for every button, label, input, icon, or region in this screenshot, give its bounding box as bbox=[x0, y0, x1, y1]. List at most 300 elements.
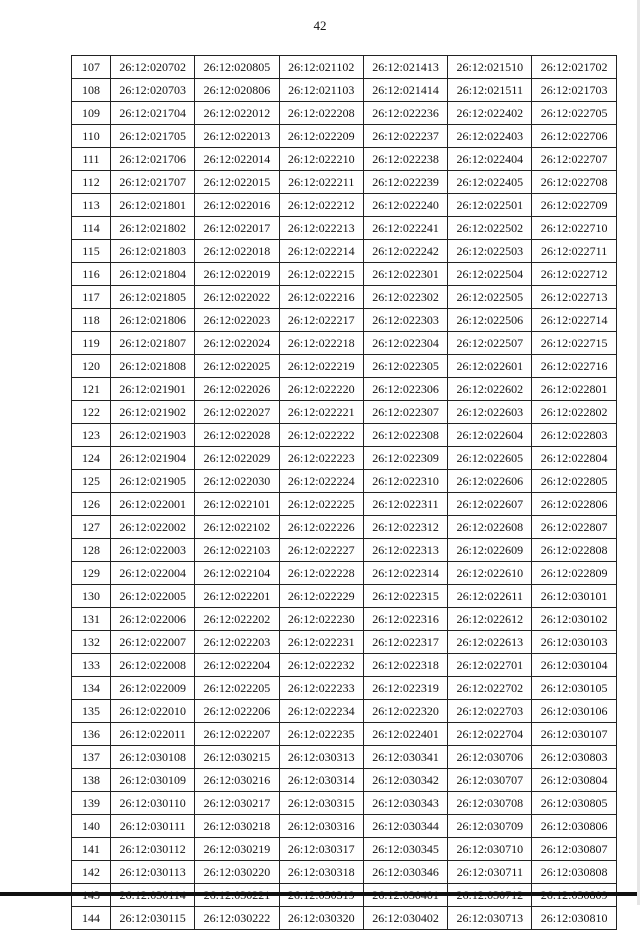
cadastral-code-cell: 26:12:021904 bbox=[111, 447, 195, 470]
cadastral-code-cell: 26:12:022030 bbox=[195, 470, 279, 493]
cadastral-code-cell: 26:12:030808 bbox=[532, 861, 616, 884]
row-number-cell: 134 bbox=[72, 677, 111, 700]
cadastral-code-cell: 26:12:021703 bbox=[532, 79, 616, 102]
cadastral-code-cell: 26:12:022013 bbox=[195, 125, 279, 148]
row-number-cell: 115 bbox=[72, 240, 111, 263]
cadastral-code-cell: 26:12:022314 bbox=[363, 562, 447, 585]
cadastral-code-cell: 26:12:022002 bbox=[111, 516, 195, 539]
cadastral-code-cell: 26:12:022203 bbox=[195, 631, 279, 654]
cadastral-code-cell: 26:12:030107 bbox=[532, 723, 616, 746]
cadastral-code-cell: 26:12:022714 bbox=[532, 309, 616, 332]
cadastral-code-cell: 26:12:022213 bbox=[279, 217, 363, 240]
row-number-cell: 132 bbox=[72, 631, 111, 654]
cadastral-code-cell: 26:12:022307 bbox=[363, 401, 447, 424]
row-number-cell: 119 bbox=[72, 332, 111, 355]
cadastral-code-cell: 26:12:021802 bbox=[111, 217, 195, 240]
cadastral-code-cell: 26:12:030341 bbox=[363, 746, 447, 769]
cadastral-code-cell: 26:12:022320 bbox=[363, 700, 447, 723]
cadastral-code-cell: 26:12:030110 bbox=[111, 792, 195, 815]
table-row bbox=[72, 79, 617, 102]
cadastral-code-cell: 26:12:022026 bbox=[195, 378, 279, 401]
cadastral-code-cell: 26:12:022016 bbox=[195, 194, 279, 217]
cadastral-code-cell: 26:12:030105 bbox=[532, 677, 616, 700]
cadastral-code-cell: 26:12:022607 bbox=[448, 493, 532, 516]
row-number-cell: 130 bbox=[72, 585, 111, 608]
cadastral-code-cell: 26:12:022028 bbox=[195, 424, 279, 447]
cadastral-code-cell: 26:12:022238 bbox=[363, 148, 447, 171]
cadastral-code-cell: 26:12:022209 bbox=[279, 125, 363, 148]
cadastral-code-cell: 26:12:022601 bbox=[448, 355, 532, 378]
cadastral-code-cell: 26:12:022707 bbox=[532, 148, 616, 171]
cadastral-code-cell: 26:12:022221 bbox=[279, 401, 363, 424]
cadastral-code-cell: 26:12:022310 bbox=[363, 470, 447, 493]
cadastral-code-cell: 26:12:030106 bbox=[532, 700, 616, 723]
cadastral-code-cell: 26:12:030342 bbox=[363, 769, 447, 792]
cadastral-code-cell: 26:12:022308 bbox=[363, 424, 447, 447]
row-number-cell: 140 bbox=[72, 815, 111, 838]
cadastral-code-cell: 26:12:022317 bbox=[363, 631, 447, 654]
cadastral-code-cell: 26:12:022007 bbox=[111, 631, 195, 654]
row-number-cell: 108 bbox=[72, 79, 111, 102]
cadastral-code-cell: 26:12:022216 bbox=[279, 286, 363, 309]
cadastral-code-cell: 26:12:022018 bbox=[195, 240, 279, 263]
cadastral-code-cell: 26:12:022612 bbox=[448, 608, 532, 631]
cadastral-code-cell: 26:12:020805 bbox=[195, 56, 279, 79]
cadastral-code-cell: 26:12:022602 bbox=[448, 378, 532, 401]
cadastral-code-cell: 26:12:022606 bbox=[448, 470, 532, 493]
cadastral-code-cell: 26:12:022008 bbox=[111, 654, 195, 677]
table-row bbox=[72, 516, 617, 539]
cadastral-code-cell: 26:12:022201 bbox=[195, 585, 279, 608]
cadastral-code-cell: 26:12:030222 bbox=[195, 907, 279, 930]
cadastral-code-cell: 26:12:022605 bbox=[448, 447, 532, 470]
cadastral-code-cell: 26:12:022711 bbox=[532, 240, 616, 263]
row-number-cell: 136 bbox=[72, 723, 111, 746]
cadastral-code-cell: 26:12:022501 bbox=[448, 194, 532, 217]
row-number-cell: 127 bbox=[72, 516, 111, 539]
cadastral-code-cell: 26:12:022219 bbox=[279, 355, 363, 378]
table-row bbox=[72, 769, 617, 792]
cadastral-code-cell: 26:12:030220 bbox=[195, 861, 279, 884]
cadastral-code-cell: 26:12:022503 bbox=[448, 240, 532, 263]
cadastral-code-cell: 26:12:022716 bbox=[532, 355, 616, 378]
bottom-border-bar bbox=[0, 892, 640, 896]
cadastral-code-cell: 26:12:022022 bbox=[195, 286, 279, 309]
row-number-cell: 116 bbox=[72, 263, 111, 286]
cadastral-code-cell: 26:12:030344 bbox=[363, 815, 447, 838]
cadastral-code-cell: 26:12:030108 bbox=[111, 746, 195, 769]
row-number-cell: 112 bbox=[72, 171, 111, 194]
cadastral-code-cell: 26:12:022239 bbox=[363, 171, 447, 194]
cadastral-code-cell: 26:12:022011 bbox=[111, 723, 195, 746]
table-row bbox=[72, 309, 617, 332]
cadastral-code-cell: 26:12:030314 bbox=[279, 769, 363, 792]
cadastral-code-cell: 26:12:022029 bbox=[195, 447, 279, 470]
cadastral-code-cell: 26:12:022101 bbox=[195, 493, 279, 516]
row-number-cell: 125 bbox=[72, 470, 111, 493]
cadastral-code-cell: 26:12:022010 bbox=[111, 700, 195, 723]
cadastral-code-cell: 26:12:022236 bbox=[363, 102, 447, 125]
cadastral-code-cell: 26:12:022024 bbox=[195, 332, 279, 355]
cadastral-code-cell: 26:12:022104 bbox=[195, 562, 279, 585]
cadastral-code-cell: 26:12:022303 bbox=[363, 309, 447, 332]
cadastral-code-cell: 26:12:030402 bbox=[363, 907, 447, 930]
table-row bbox=[72, 148, 617, 171]
cadastral-code-cell: 26:12:030807 bbox=[532, 838, 616, 861]
cadastral-code-cell: 26:12:022304 bbox=[363, 332, 447, 355]
cadastral-code-cell: 26:12:022803 bbox=[532, 424, 616, 447]
row-number-cell: 144 bbox=[72, 907, 111, 930]
cadastral-code-cell: 26:12:022507 bbox=[448, 332, 532, 355]
table-row bbox=[72, 723, 617, 746]
table-row bbox=[72, 332, 617, 355]
cadastral-code-cell: 26:12:021510 bbox=[448, 56, 532, 79]
cadastral-code-cell: 26:12:021102 bbox=[279, 56, 363, 79]
table-row bbox=[72, 286, 617, 309]
cadastral-code-cell: 26:12:030343 bbox=[363, 792, 447, 815]
cadastral-code-cell: 26:12:020703 bbox=[111, 79, 195, 102]
cadastral-code-cell: 26:12:022205 bbox=[195, 677, 279, 700]
cadastral-code-cell: 26:12:022014 bbox=[195, 148, 279, 171]
cadastral-code-cell: 26:12:022311 bbox=[363, 493, 447, 516]
cadastral-code-cell: 26:12:030103 bbox=[532, 631, 616, 654]
cadastral-code-cell: 26:12:022611 bbox=[448, 585, 532, 608]
cadastral-code-cell: 26:12:030345 bbox=[363, 838, 447, 861]
cadastral-code-cell: 26:12:022228 bbox=[279, 562, 363, 585]
cadastral-code-cell: 26:12:022316 bbox=[363, 608, 447, 631]
table-row bbox=[72, 56, 617, 79]
cadastral-code-cell: 26:12:022710 bbox=[532, 217, 616, 240]
cadastral-code-cell: 26:12:022613 bbox=[448, 631, 532, 654]
row-number-cell: 135 bbox=[72, 700, 111, 723]
cadastral-code-cell: 26:12:022715 bbox=[532, 332, 616, 355]
cadastral-code-cell: 26:12:022319 bbox=[363, 677, 447, 700]
cadastral-code-cell: 26:12:030803 bbox=[532, 746, 616, 769]
table-row bbox=[72, 125, 617, 148]
cadastral-code-cell: 26:12:022801 bbox=[532, 378, 616, 401]
cadastral-code-cell: 26:12:021905 bbox=[111, 470, 195, 493]
cadastral-code-cell: 26:12:030102 bbox=[532, 608, 616, 631]
table-row bbox=[72, 424, 617, 447]
cadastral-code-cell: 26:12:022225 bbox=[279, 493, 363, 516]
cadastral-code-cell: 26:12:022306 bbox=[363, 378, 447, 401]
cadastral-code-cell: 26:12:022604 bbox=[448, 424, 532, 447]
cadastral-code-cell: 26:12:021706 bbox=[111, 148, 195, 171]
cadastral-code-cell: 26:12:030713 bbox=[448, 907, 532, 930]
cadastral-code-cell: 26:12:030216 bbox=[195, 769, 279, 792]
cadastral-code-cell: 26:12:021801 bbox=[111, 194, 195, 217]
row-number-cell: 131 bbox=[72, 608, 111, 631]
cadastral-code-cell: 26:12:030218 bbox=[195, 815, 279, 838]
row-number-cell: 141 bbox=[72, 838, 111, 861]
cadastral-code-cell: 26:12:030115 bbox=[111, 907, 195, 930]
cadastral-code-cell: 26:12:030320 bbox=[279, 907, 363, 930]
cadastral-code-cell: 26:12:022005 bbox=[111, 585, 195, 608]
cadastral-code-cell: 26:12:022204 bbox=[195, 654, 279, 677]
cadastral-code-cell: 26:12:021807 bbox=[111, 332, 195, 355]
table-row bbox=[72, 217, 617, 240]
cadastral-code-cell: 26:12:022226 bbox=[279, 516, 363, 539]
cadastral-code-cell: 26:12:030711 bbox=[448, 861, 532, 884]
cadastral-code-cell: 26:12:022315 bbox=[363, 585, 447, 608]
cadastral-code-cell: 26:12:022103 bbox=[195, 539, 279, 562]
cadastral-code-cell: 26:12:030113 bbox=[111, 861, 195, 884]
cadastral-code-cell: 26:12:022704 bbox=[448, 723, 532, 746]
cadastral-code-cell: 26:12:022214 bbox=[279, 240, 363, 263]
row-number-cell: 110 bbox=[72, 125, 111, 148]
row-number-cell: 118 bbox=[72, 309, 111, 332]
cadastral-code-cell: 26:12:022708 bbox=[532, 171, 616, 194]
cadastral-code-cell: 26:12:022706 bbox=[532, 125, 616, 148]
table-row bbox=[72, 493, 617, 516]
cadastral-code-cell: 26:12:022709 bbox=[532, 194, 616, 217]
cadastral-code-cell: 26:12:022223 bbox=[279, 447, 363, 470]
cadastral-code-cell: 26:12:030706 bbox=[448, 746, 532, 769]
cadastral-code-cell: 26:12:022237 bbox=[363, 125, 447, 148]
cadastral-code-cell: 26:12:022401 bbox=[363, 723, 447, 746]
cadastral-code-cell: 26:12:022211 bbox=[279, 171, 363, 194]
cadastral-code-cell: 26:12:022609 bbox=[448, 539, 532, 562]
cadastral-code-cell: 26:12:022202 bbox=[195, 608, 279, 631]
cadastral-code-cell: 26:12:030804 bbox=[532, 769, 616, 792]
cadastral-code-cell: 26:12:022807 bbox=[532, 516, 616, 539]
cadastral-code-cell: 26:12:022809 bbox=[532, 562, 616, 585]
cadastral-code-cell: 26:12:021803 bbox=[111, 240, 195, 263]
cadastral-code-cell: 26:12:022703 bbox=[448, 700, 532, 723]
row-number-cell: 111 bbox=[72, 148, 111, 171]
cadastral-code-cell: 26:12:022212 bbox=[279, 194, 363, 217]
cadastral-code-cell: 26:12:021702 bbox=[532, 56, 616, 79]
cadastral-table-container bbox=[71, 55, 616, 930]
cadastral-code-cell: 26:12:022712 bbox=[532, 263, 616, 286]
table-row bbox=[72, 815, 617, 838]
cadastral-code-cell: 26:12:022305 bbox=[363, 355, 447, 378]
cadastral-code-cell: 26:12:022003 bbox=[111, 539, 195, 562]
row-number-cell: 109 bbox=[72, 102, 111, 125]
cadastral-code-cell: 26:12:030315 bbox=[279, 792, 363, 815]
cadastral-code-cell: 26:12:022006 bbox=[111, 608, 195, 631]
cadastral-code-cell: 26:12:022603 bbox=[448, 401, 532, 424]
cadastral-code-cell: 26:12:030709 bbox=[448, 815, 532, 838]
table-row bbox=[72, 194, 617, 217]
table-row bbox=[72, 470, 617, 493]
cadastral-code-cell: 26:12:021705 bbox=[111, 125, 195, 148]
row-number-cell: 120 bbox=[72, 355, 111, 378]
cadastral-code-cell: 26:12:020806 bbox=[195, 79, 279, 102]
table-row bbox=[72, 838, 617, 861]
row-number-cell: 128 bbox=[72, 539, 111, 562]
cadastral-code-cell: 26:12:022705 bbox=[532, 102, 616, 125]
table-body bbox=[72, 56, 617, 930]
table-row bbox=[72, 263, 617, 286]
cadastral-code-cell: 26:12:022217 bbox=[279, 309, 363, 332]
cadastral-code-cell: 26:12:022402 bbox=[448, 102, 532, 125]
cadastral-code-cell: 26:12:022023 bbox=[195, 309, 279, 332]
cadastral-code-cell: 26:12:022505 bbox=[448, 286, 532, 309]
cadastral-code-cell: 26:12:021808 bbox=[111, 355, 195, 378]
cadastral-code-cell: 26:12:030316 bbox=[279, 815, 363, 838]
cadastral-code-cell: 26:12:021511 bbox=[448, 79, 532, 102]
cadastral-code-cell: 26:12:022229 bbox=[279, 585, 363, 608]
cadastral-code-cell: 26:12:021103 bbox=[279, 79, 363, 102]
cadastral-code-cell: 26:12:022019 bbox=[195, 263, 279, 286]
cadastral-code-cell: 26:12:022242 bbox=[363, 240, 447, 263]
cadastral-code-cell: 26:12:022506 bbox=[448, 309, 532, 332]
table-row bbox=[72, 861, 617, 884]
cadastral-code-cell: 26:12:022804 bbox=[532, 447, 616, 470]
row-number-cell: 138 bbox=[72, 769, 111, 792]
row-number-cell: 126 bbox=[72, 493, 111, 516]
page-number: 42 bbox=[313, 18, 327, 33]
cadastral-code-cell: 26:12:030104 bbox=[532, 654, 616, 677]
row-number-cell: 124 bbox=[72, 447, 111, 470]
cadastral-code-cell: 26:12:022235 bbox=[279, 723, 363, 746]
table-row bbox=[72, 355, 617, 378]
cadastral-code-cell: 26:12:022208 bbox=[279, 102, 363, 125]
cadastral-code-cell: 26:12:022405 bbox=[448, 171, 532, 194]
table-row bbox=[72, 539, 617, 562]
cadastral-code-cell: 26:12:022234 bbox=[279, 700, 363, 723]
cadastral-code-cell: 26:12:021902 bbox=[111, 401, 195, 424]
cadastral-code-cell: 26:12:022232 bbox=[279, 654, 363, 677]
cadastral-code-cell: 26:12:022806 bbox=[532, 493, 616, 516]
cadastral-code-cell: 26:12:022240 bbox=[363, 194, 447, 217]
cadastral-code-cell: 26:12:022701 bbox=[448, 654, 532, 677]
row-number-cell: 122 bbox=[72, 401, 111, 424]
cadastral-code-cell: 26:12:030217 bbox=[195, 792, 279, 815]
cadastral-code-cell: 26:12:021413 bbox=[363, 56, 447, 79]
cadastral-code-cell: 26:12:022207 bbox=[195, 723, 279, 746]
cadastral-code-cell: 26:12:021707 bbox=[111, 171, 195, 194]
cadastral-code-cell: 26:12:022222 bbox=[279, 424, 363, 447]
cadastral-code-cell: 26:12:021804 bbox=[111, 263, 195, 286]
row-number-cell: 137 bbox=[72, 746, 111, 769]
cadastral-code-cell: 26:12:022231 bbox=[279, 631, 363, 654]
cadastral-code-cell: 26:12:021805 bbox=[111, 286, 195, 309]
row-number-cell: 117 bbox=[72, 286, 111, 309]
cadastral-code-cell: 26:12:022001 bbox=[111, 493, 195, 516]
cadastral-code-cell: 26:12:022312 bbox=[363, 516, 447, 539]
cadastral-code-cell: 26:12:030707 bbox=[448, 769, 532, 792]
cadastral-code-cell: 26:12:022608 bbox=[448, 516, 532, 539]
cadastral-code-cell: 26:12:021903 bbox=[111, 424, 195, 447]
cadastral-code-cell: 26:12:022027 bbox=[195, 401, 279, 424]
row-number-cell: 113 bbox=[72, 194, 111, 217]
cadastral-code-cell: 26:12:022233 bbox=[279, 677, 363, 700]
table-row bbox=[72, 171, 617, 194]
cadastral-code-cell: 26:12:021414 bbox=[363, 79, 447, 102]
cadastral-code-cell: 26:12:022241 bbox=[363, 217, 447, 240]
table-row bbox=[72, 631, 617, 654]
cadastral-code-cell: 26:12:030810 bbox=[532, 907, 616, 930]
cadastral-code-cell: 26:12:022017 bbox=[195, 217, 279, 240]
cadastral-code-cell: 26:12:022224 bbox=[279, 470, 363, 493]
table-row bbox=[72, 654, 617, 677]
cadastral-code-cell: 26:12:021704 bbox=[111, 102, 195, 125]
cadastral-code-cell: 26:12:030313 bbox=[279, 746, 363, 769]
cadastral-table bbox=[71, 55, 617, 930]
table-row bbox=[72, 378, 617, 401]
cadastral-code-cell: 26:12:022504 bbox=[448, 263, 532, 286]
cadastral-code-cell: 26:12:030111 bbox=[111, 815, 195, 838]
cadastral-code-cell: 26:12:022009 bbox=[111, 677, 195, 700]
cadastral-code-cell: 26:12:022218 bbox=[279, 332, 363, 355]
cadastral-code-cell: 26:12:022230 bbox=[279, 608, 363, 631]
cadastral-code-cell: 26:12:022610 bbox=[448, 562, 532, 585]
cadastral-code-cell: 26:12:021901 bbox=[111, 378, 195, 401]
cadastral-code-cell: 26:12:030112 bbox=[111, 838, 195, 861]
cadastral-code-cell: 26:12:030805 bbox=[532, 792, 616, 815]
cadastral-code-cell: 26:12:022025 bbox=[195, 355, 279, 378]
cadastral-code-cell: 26:12:030317 bbox=[279, 838, 363, 861]
cadastral-code-cell: 26:12:022206 bbox=[195, 700, 279, 723]
cadastral-code-cell: 26:12:030219 bbox=[195, 838, 279, 861]
row-number-cell: 133 bbox=[72, 654, 111, 677]
table-row bbox=[72, 447, 617, 470]
cadastral-code-cell: 26:12:021806 bbox=[111, 309, 195, 332]
row-number-cell: 129 bbox=[72, 562, 111, 585]
cadastral-code-cell: 26:12:022015 bbox=[195, 171, 279, 194]
cadastral-code-cell: 26:12:020702 bbox=[111, 56, 195, 79]
table-row bbox=[72, 562, 617, 585]
table-row bbox=[72, 585, 617, 608]
cadastral-code-cell: 26:12:022227 bbox=[279, 539, 363, 562]
table-row bbox=[72, 102, 617, 125]
cadastral-code-cell: 26:12:030318 bbox=[279, 861, 363, 884]
cadastral-code-cell: 26:12:030215 bbox=[195, 746, 279, 769]
cadastral-code-cell: 26:12:022502 bbox=[448, 217, 532, 240]
cadastral-code-cell: 26:12:030708 bbox=[448, 792, 532, 815]
cadastral-code-cell: 26:12:022404 bbox=[448, 148, 532, 171]
row-number-cell: 107 bbox=[72, 56, 111, 79]
table-row bbox=[72, 608, 617, 631]
cadastral-code-cell: 26:12:022313 bbox=[363, 539, 447, 562]
cadastral-code-cell: 26:12:022802 bbox=[532, 401, 616, 424]
cadastral-code-cell: 26:12:022302 bbox=[363, 286, 447, 309]
cadastral-code-cell: 26:12:022309 bbox=[363, 447, 447, 470]
table-row bbox=[72, 700, 617, 723]
cadastral-code-cell: 26:12:022403 bbox=[448, 125, 532, 148]
cadastral-code-cell: 26:12:022301 bbox=[363, 263, 447, 286]
cadastral-code-cell: 26:12:030346 bbox=[363, 861, 447, 884]
cadastral-code-cell: 26:12:022012 bbox=[195, 102, 279, 125]
cadastral-code-cell: 26:12:022215 bbox=[279, 263, 363, 286]
table-row bbox=[72, 240, 617, 263]
cadastral-code-cell: 26:12:030710 bbox=[448, 838, 532, 861]
row-number-cell: 114 bbox=[72, 217, 111, 240]
cadastral-code-cell: 26:12:022713 bbox=[532, 286, 616, 309]
cadastral-code-cell: 26:12:022808 bbox=[532, 539, 616, 562]
cadastral-code-cell: 26:12:030109 bbox=[111, 769, 195, 792]
cadastral-code-cell: 26:12:022004 bbox=[111, 562, 195, 585]
row-number-cell: 123 bbox=[72, 424, 111, 447]
cadastral-code-cell: 26:12:022318 bbox=[363, 654, 447, 677]
table-row bbox=[72, 907, 617, 930]
table-row bbox=[72, 401, 617, 424]
cadastral-code-cell: 26:12:022102 bbox=[195, 516, 279, 539]
cadastral-code-cell: 26:12:022210 bbox=[279, 148, 363, 171]
cadastral-code-cell: 26:12:022220 bbox=[279, 378, 363, 401]
table-row bbox=[72, 746, 617, 769]
cadastral-code-cell: 26:12:030806 bbox=[532, 815, 616, 838]
table-row bbox=[72, 792, 617, 815]
cadastral-code-cell: 26:12:022702 bbox=[448, 677, 532, 700]
row-number-cell: 121 bbox=[72, 378, 111, 401]
row-number-cell: 139 bbox=[72, 792, 111, 815]
row-number-cell: 142 bbox=[72, 861, 111, 884]
table-row bbox=[72, 677, 617, 700]
cadastral-code-cell: 26:12:030101 bbox=[532, 585, 616, 608]
